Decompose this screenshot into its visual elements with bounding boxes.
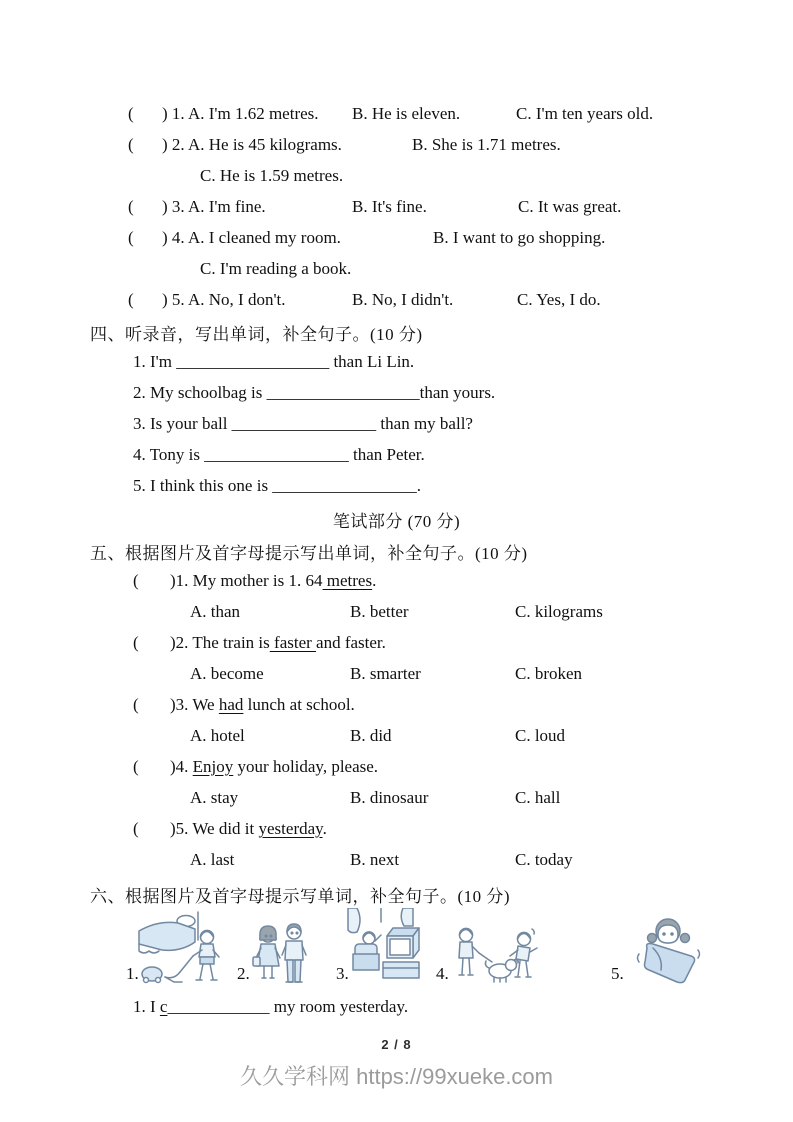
question-text xyxy=(170,695,355,715)
choice-c: C. today xyxy=(515,850,573,869)
answer-bracket: ( xyxy=(133,695,139,714)
section5-options-4 xyxy=(0,788,793,812)
section6-sentence-1 xyxy=(0,997,793,1021)
drying-with-towel-illustration xyxy=(633,914,703,986)
question-post: and faster. xyxy=(316,633,386,652)
answer-bracket: ( xyxy=(133,757,139,776)
choice-b: B. next xyxy=(350,850,400,869)
picture-label-3: 3. xyxy=(336,964,349,983)
mc3-option-a: ) 3. A. I'm fine. xyxy=(162,197,266,216)
mc4-option-b: B. I want to go shopping. xyxy=(433,228,606,247)
picture-label-4: 4. xyxy=(436,964,449,983)
mc2-option-a: ) 2. A. He is 45 kilograms. xyxy=(162,135,342,154)
choice-c: C. broken xyxy=(515,664,583,683)
mc5-option-c: C. Yes, I do. xyxy=(517,290,601,309)
mc4-option-c: C. I'm reading a book. xyxy=(200,259,352,278)
mc1-option-c: C. I'm ten years old. xyxy=(516,104,654,123)
section6-title: 六、根据图片及首字母提示写单词，补全句子。(10 分) xyxy=(90,887,511,906)
answer-bracket: ( xyxy=(128,197,134,216)
choice-b: B. better xyxy=(350,602,409,621)
underlined-word: had xyxy=(218,695,244,714)
underlined-word: Enjoy xyxy=(192,757,234,776)
answer-bracket: ( xyxy=(133,633,139,652)
mc5-option-a: ) 5. A. No, I don't. xyxy=(162,290,286,309)
mc-row-2-cont xyxy=(0,166,793,190)
section5-title: 五、根据图片及首字母提示写出单词，补全句子。(10 分) xyxy=(90,544,528,563)
answer-bracket: ( xyxy=(128,135,134,154)
fill-blank-item-1: 1. I'm __________________ than Li Lin. xyxy=(133,352,415,371)
section5-options-2 xyxy=(0,664,793,688)
section5-options-5 xyxy=(0,850,793,874)
question-post: your holiday, please. xyxy=(233,757,379,776)
choice-b: B. dinosaur xyxy=(350,788,429,807)
mc5-option-b: B. No, I didn't. xyxy=(352,290,454,309)
underlined-word: metres xyxy=(322,571,373,590)
section4-title: 四、听录音，写出单词，补全句子。(10 分) xyxy=(90,325,423,344)
choice-a: A. than xyxy=(190,602,241,621)
underlined-word: faster xyxy=(269,633,317,652)
sentence-text xyxy=(133,997,408,1017)
question-pre: )1. My mother is 1. 64 xyxy=(170,571,323,590)
mc-row-3 xyxy=(0,197,793,221)
choice-a: A. stay xyxy=(190,788,239,807)
two-kids-standing-illustration xyxy=(252,920,310,988)
question-pre: )2. The train is xyxy=(170,633,270,652)
question-pre: )3. We xyxy=(170,695,219,714)
section4-item-row xyxy=(0,445,793,469)
question-post: . xyxy=(322,819,327,838)
section5-item-2 xyxy=(0,633,793,657)
section5-header xyxy=(0,539,793,563)
question-pre: )5. We did it xyxy=(170,819,259,838)
choice-c: C. hall xyxy=(515,788,561,807)
choice-b: B. did xyxy=(350,726,392,745)
picture-label-2: 2. xyxy=(237,964,250,983)
choice-a: A. become xyxy=(190,664,264,683)
choice-a: A. last xyxy=(190,850,235,869)
page-number: 2 / 8 xyxy=(381,1037,412,1052)
section5-item-3 xyxy=(0,695,793,719)
fill-blank-item-5: 5. I think this one is _________________. xyxy=(133,476,422,495)
section4-item-row xyxy=(0,352,793,376)
section4-item-row xyxy=(0,414,793,438)
mc-row-2 xyxy=(0,135,793,159)
mc3-option-c: C. It was great. xyxy=(518,197,622,216)
watermark-text: 久久学科网 https://99xueke.com xyxy=(240,1064,553,1089)
section5-item-4 xyxy=(0,757,793,781)
section5-item-1 xyxy=(0,571,793,595)
section5-item-5 xyxy=(0,819,793,843)
fill-blank-item-4: 4. Tony is _________________ than Peter. xyxy=(133,445,425,464)
mc3-option-b: B. It's fine. xyxy=(352,197,427,216)
question-pre: )4. xyxy=(170,757,193,776)
playing-with-dog-illustration xyxy=(452,924,538,986)
vacuuming-room-illustration xyxy=(136,910,236,986)
choice-b: B. smarter xyxy=(350,664,421,683)
question-text xyxy=(170,819,327,839)
answer-blank: ____________ xyxy=(167,997,270,1016)
underlined-word: yesterday xyxy=(258,819,323,838)
first-letter-hint: c xyxy=(159,997,168,1016)
picture-label-1: 1. xyxy=(126,964,139,983)
question-text xyxy=(170,633,386,653)
question-text xyxy=(170,757,378,777)
sentence-post: my room yesterday. xyxy=(269,997,409,1016)
mc-row-5 xyxy=(0,290,793,314)
mc2-option-b: B. She is 1.71 metres. xyxy=(412,135,561,154)
fill-blank-item-3: 3. Is your ball _________________ than my ball? xyxy=(133,414,473,433)
mc1-option-a: ) 1. A. I'm 1.62 metres. xyxy=(162,104,319,123)
section4-item-row xyxy=(0,383,793,407)
section5-options-1 xyxy=(0,602,793,626)
section5-options-3 xyxy=(0,726,793,750)
mc-row-4 xyxy=(0,228,793,252)
mc-row-4-cont xyxy=(0,259,793,283)
mc2-option-c: C. He is 1.59 metres. xyxy=(200,166,344,185)
section6-header xyxy=(0,882,793,906)
picture-label-5: 5. xyxy=(611,964,624,983)
mc-row-1 xyxy=(0,104,793,128)
choice-c: C. kilograms xyxy=(515,602,603,621)
choice-c: C. loud xyxy=(515,726,566,745)
watching-tv-illustration xyxy=(347,908,423,986)
choice-a: A. hotel xyxy=(190,726,245,745)
section4-header xyxy=(0,320,793,344)
answer-bracket: ( xyxy=(128,104,134,123)
answer-bracket: ( xyxy=(128,290,134,309)
answer-bracket: ( xyxy=(128,228,134,247)
answer-bracket: ( xyxy=(133,571,139,590)
section4-item-row xyxy=(0,476,793,500)
answer-bracket: ( xyxy=(133,819,139,838)
mc4-option-a: ) 4. A. I cleaned my room. xyxy=(162,228,341,247)
question-text xyxy=(170,571,376,591)
sentence-pre: 1. I xyxy=(133,997,160,1016)
mc1-option-b: B. He is eleven. xyxy=(352,104,461,123)
written-part-title: 笔试部分 (70 分) xyxy=(332,512,461,531)
question-post: lunch at school. xyxy=(243,695,355,714)
question-post: . xyxy=(372,571,377,590)
fill-blank-item-2: 2. My schoolbag is __________________than yours. xyxy=(133,383,496,402)
